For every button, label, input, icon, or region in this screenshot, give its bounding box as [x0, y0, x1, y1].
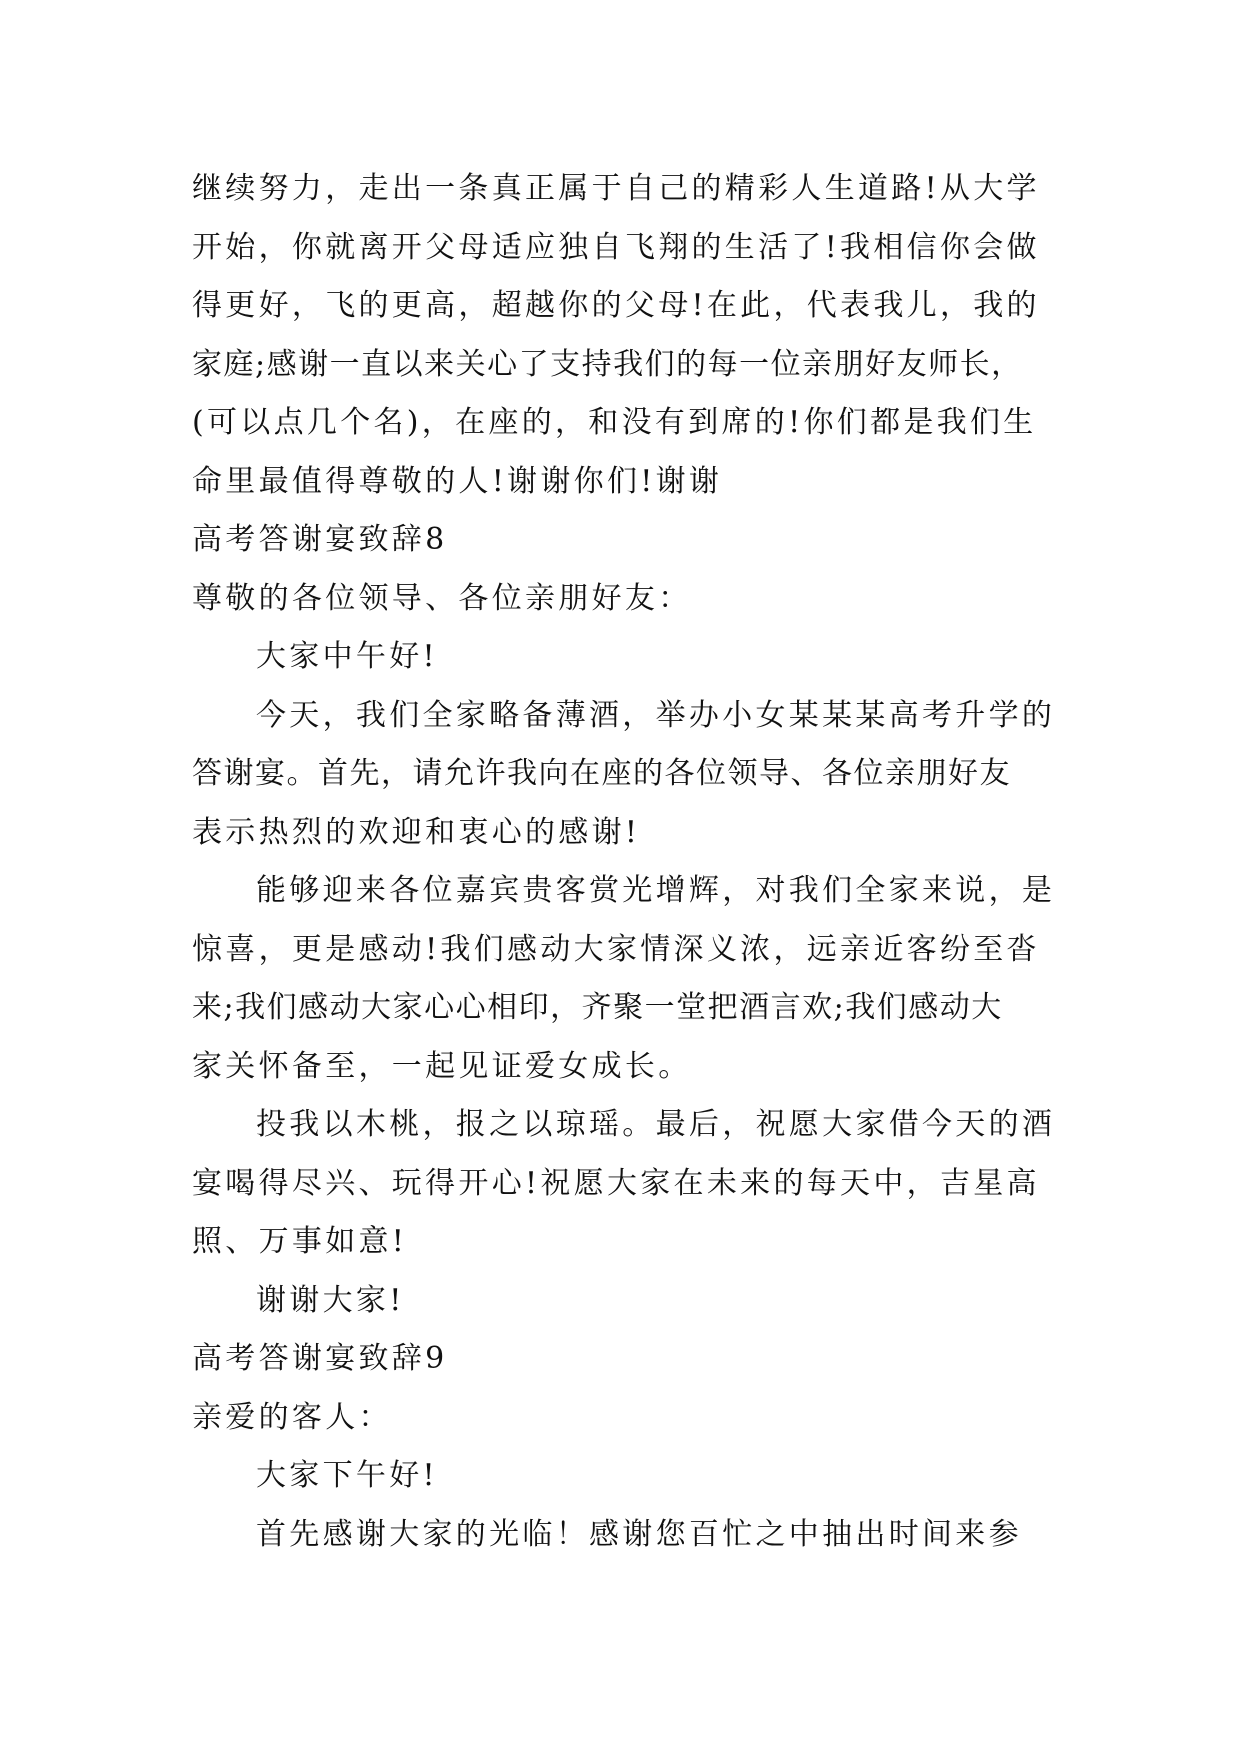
text-line: 照、万事如意!	[192, 1224, 408, 1259]
paragraph-start: 能够迎来各位嘉宾贵客赏光增辉，对我们全家来说，是	[256, 873, 1056, 908]
text-line: 来;我们感动大家心心相印，齐聚一堂把酒言欢;我们感动大	[192, 990, 1003, 1025]
salutation: 亲爱的客人：	[192, 1399, 392, 1435]
text-line: 答谢宴。首先，请允许我向在座的各位领导、各位亲朋好友	[192, 756, 1011, 791]
paragraph-start: 今天，我们全家略备薄酒，举办小女某某某高考升学的	[256, 697, 1056, 733]
text-line: 表示热烈的欢迎和衷心的感谢!	[192, 814, 641, 850]
text-line: 继续努力，走出一条真正属于自己的精彩人生道路!从大学	[192, 171, 1040, 206]
section-heading: 高考答谢宴致辞9	[192, 1341, 448, 1376]
text-line: 得更好，飞的更高，超越你的父母!在此，代表我儿，我的	[192, 288, 1040, 323]
text-line: 惊喜，更是感动!我们感动大家情深义浓，远亲近客纷至沓	[192, 931, 1040, 967]
greeting: 大家中午好!	[256, 639, 438, 674]
closing-thanks: 谢谢大家!	[256, 1282, 405, 1318]
text-line: 宴喝得尽兴、玩得开心!祝愿大家在未来的每天中，吉星高	[192, 1165, 1040, 1201]
paragraph-start: 首先感谢大家的光临！感谢您百忙之中抽出时间来参	[256, 1516, 1022, 1552]
text-line: 命里最值得尊敬的人!谢谢你们!谢谢	[192, 463, 723, 499]
text-line: 开始，你就离开父母适应独自飞翔的生活了!我相信你会做	[192, 229, 1040, 265]
paragraph-start: 投我以木桃，报之以琼瑶。最后，祝愿大家借今天的酒	[256, 1107, 1056, 1142]
salutation: 尊敬的各位领导、各位亲朋好友：	[192, 580, 692, 616]
greeting: 大家下午好!	[256, 1458, 438, 1493]
text-line: (可以点几个名)，在座的，和没有到席的!你们都是我们生	[192, 405, 1037, 440]
section-heading: 高考答谢宴致辞8	[192, 522, 448, 557]
document-body	[192, 160, 1060, 1564]
text-line: 家庭;感谢一直以来关心了支持我们的每一位亲朋好友师长，	[192, 346, 1023, 382]
text-line: 家关怀备至，一起见证爱女成长。	[192, 1048, 692, 1084]
